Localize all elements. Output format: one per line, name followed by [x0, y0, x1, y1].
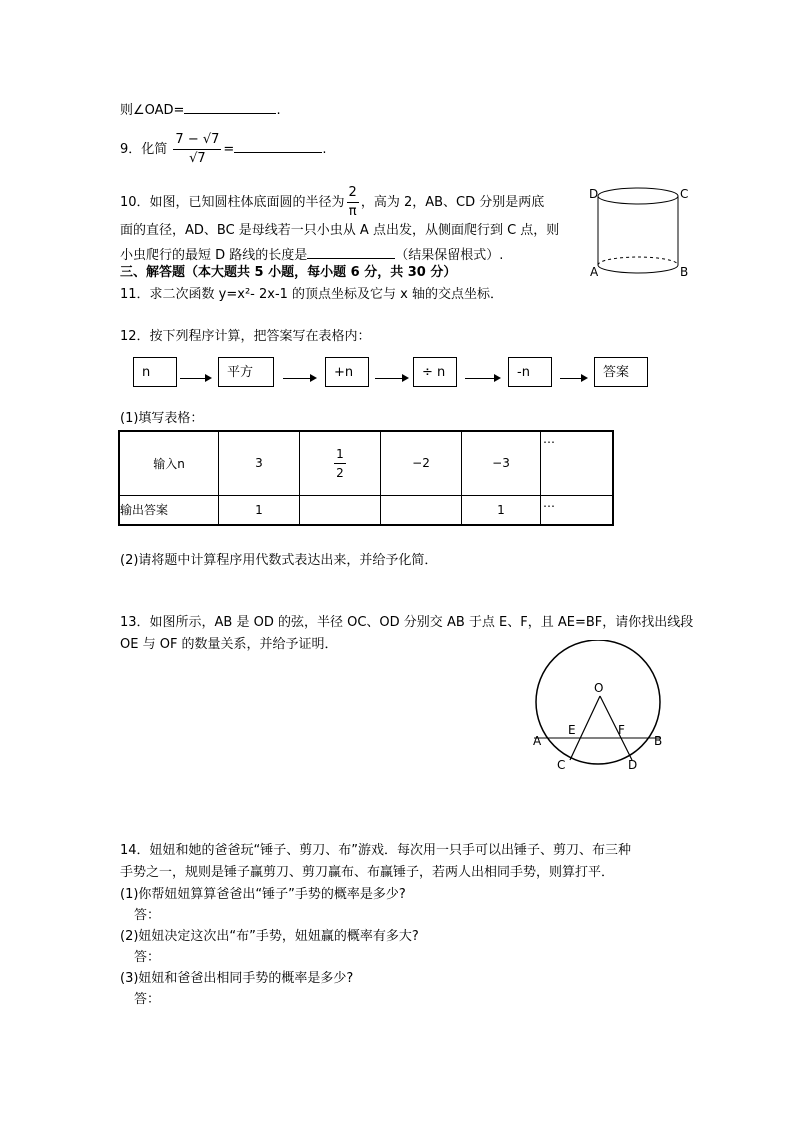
q10-answer-blank[interactable]: [307, 244, 395, 259]
flow-box-square: 平方: [218, 357, 274, 387]
cell-input-1: 3: [219, 431, 300, 495]
circ-label-o: O: [594, 681, 604, 695]
q14-line1: 14．妞妞和她的爸爸玩“锤子、剪刀、布”游戏．每次用一只手可以出锤子、剪刀、布三种: [120, 843, 632, 858]
q12-table: [118, 430, 614, 526]
q13-line2: OE 与 OF 的数量关系，并给予证明．: [120, 637, 338, 652]
q10-line1-prefix: 10．如图，已知圆柱体底面圆的半径为: [120, 195, 345, 210]
q10-line3-prefix: 小虫爬行的最短 D 路线的长度是: [120, 248, 308, 263]
flow-box-n: n: [133, 357, 177, 387]
q10-radius-fraction: [347, 184, 359, 221]
cell-output-2[interactable]: [300, 495, 381, 525]
cell-input-4: −3: [462, 431, 541, 495]
half-fraction: [334, 445, 346, 482]
cell-output-5: …: [541, 495, 614, 525]
cylinder-figure: [588, 180, 698, 282]
half-num: 1: [334, 445, 346, 464]
cyl-label-c: C: [680, 187, 689, 201]
q9-line: [120, 128, 326, 172]
cell-input-3: −2: [381, 431, 462, 495]
circ-label-f: F: [618, 723, 625, 737]
circ-label-d: D: [628, 758, 638, 772]
cyl-label-b: B: [680, 265, 689, 279]
q14-a3[interactable]: 答：: [134, 992, 161, 1007]
circ-label-a: A: [533, 734, 542, 748]
q14-a2[interactable]: 答：: [134, 950, 161, 965]
q12-title: 12．按下列程序计算，把答案写在表格内：: [120, 329, 371, 344]
q9-tail: .: [322, 142, 327, 157]
q9-fraction: [173, 131, 221, 168]
circle-figure: [526, 640, 676, 775]
flow-arrow-4: [465, 378, 499, 379]
half-den: 2: [336, 465, 344, 480]
q14-p1: (1)你帮妞妞算算爸爸出“锤子”手势的概率是多少?: [120, 887, 406, 902]
cell-output-3[interactable]: [381, 495, 462, 525]
section3-heading: 三、解答题（本大题共 5 小题，每小题 6 分，共 30 分）: [120, 265, 457, 280]
circ-label-e: E: [568, 723, 576, 737]
q12-sub1: (1)填写表格：: [120, 411, 204, 426]
table-row-input: [119, 431, 613, 495]
circ-label-c: C: [557, 758, 566, 772]
cyl-label-a: A: [590, 265, 599, 279]
cell-input-5: …: [541, 431, 614, 495]
q9-answer-blank[interactable]: [234, 138, 322, 153]
flow-arrow-2: [283, 378, 315, 379]
q9-eq: =: [223, 142, 235, 157]
flow-arrow-1: [180, 378, 210, 379]
q10-line1: [120, 184, 544, 222]
cell-output-1[interactable]: 1: [219, 495, 300, 525]
q10-line3-suffix: （结果保留根式）.: [395, 248, 504, 263]
flow-arrow-3: [375, 378, 407, 379]
cyl-label-d: D: [589, 187, 599, 201]
q8-answer-blank[interactable]: [184, 99, 276, 114]
q11-text: 11．求二次函数 y=x²- 2x-1 的顶点坐标及它与 x 轴的交点坐标．: [120, 287, 504, 302]
q14-p2: (2)妞妞决定这次出“布”手势，妞妞赢的概率有多大?: [120, 929, 419, 944]
q10-line2: 面的直径，AD、BC 是母线若一只小虫从 A 点出发，从侧面爬行到 C 点，则: [120, 223, 560, 238]
cell-input-2: [300, 431, 381, 495]
q14-a1[interactable]: 答：: [134, 908, 161, 923]
q14-p3: (3)妞妞和爸爸出相同手势的概率是多少?: [120, 971, 354, 986]
flow-box-answer: 答案: [594, 357, 648, 387]
flow-box-minus-n: -n: [508, 357, 552, 387]
q10-line3: [120, 244, 503, 265]
cell-input-label: 输入n: [119, 431, 219, 495]
flow-box-plus-n: +n: [325, 357, 369, 387]
q9-prefix: 9．化简: [120, 142, 168, 157]
q14-line2: 手势之一，规则是锤子赢剪刀、剪刀赢布、布赢锤子，若两人出相同手势，则算打平．: [120, 865, 615, 880]
cell-output-4[interactable]: 1: [462, 495, 541, 525]
q8-line: [120, 99, 281, 120]
circ-label-b: B: [654, 734, 663, 748]
q8-tail: .: [276, 103, 281, 118]
q8-text: 则∠OAD=: [120, 103, 185, 118]
q12-sub2: (2)请将题中计算程序用代数式表达出来，并给予化简．: [120, 553, 438, 568]
q9-denominator: √7: [189, 151, 206, 166]
q10-frac-den: π: [348, 204, 357, 219]
flow-arrow-5: [560, 378, 586, 379]
q10-line1-suffix: ，高为 2，AB、CD 分别是两底: [360, 195, 545, 210]
table-row-output: [119, 495, 613, 525]
q13-line1: 13．如图所示，AB 是 OD 的弦，半径 OC、OD 分别交 AB 于点 E、F，且 AE=BF，请你找出线段: [120, 615, 694, 630]
q9-numerator: 7 − √7: [173, 131, 221, 150]
flow-box-div-n: ÷ n: [413, 357, 457, 387]
q10-frac-num: 2: [347, 184, 359, 203]
cell-output-label: 输出答案: [119, 495, 219, 525]
